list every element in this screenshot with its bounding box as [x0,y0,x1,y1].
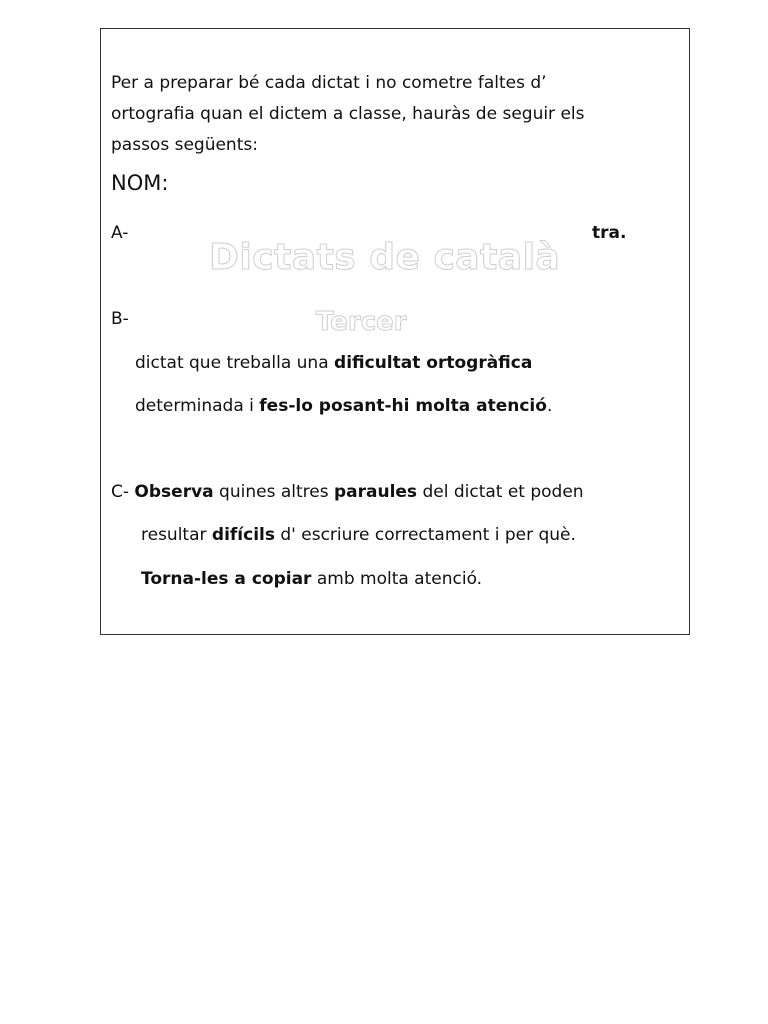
step-c-text: quines altres [213,482,334,502]
step-c-text: resultar [141,525,212,545]
intro-line-3: passos següents: [111,135,258,155]
step-b-period: . [546,396,553,416]
instructions-card [100,28,690,635]
step-b-emphasis: dificultat ortogràfica [334,353,533,373]
step-c-label: C- [111,482,130,502]
step-b-text: dictat que treballa una [135,353,335,373]
step-c-text: del dictat et poden [417,482,584,502]
step-c-line-1 [111,482,584,502]
intro-line-2: ortografia quan el dictem a classe, hauràs de seguir els [111,104,585,124]
step-c-emphasis: Torna-les a copiar [141,569,312,589]
step-c-line-2 [141,525,576,545]
step-b-label: B- [111,309,129,329]
step-b-text: determinada i [135,396,260,416]
step-c-line-3 [141,569,482,589]
overlay-title: Dictats de català [209,237,561,278]
step-c-emphasis: paraules [333,482,418,502]
step-c-text: amb molta atenció. [311,569,483,589]
overlay-subtitle: Tercer [316,307,407,337]
step-c-emphasis: Observa [134,482,214,502]
step-c-text: d' escriure correctament i per què. [274,525,576,545]
intro-line-1: Per a preparar bé cada dictat i no cometre faltes d’ [111,73,547,93]
step-b-emphasis: fes-lo posant-hi molta atenció [259,396,547,416]
step-b-line-2 [135,396,552,416]
step-c-emphasis: difícils [211,525,275,545]
nom-label: NOM: [111,171,169,195]
step-a-label: A- [111,223,129,243]
step-a-tail: tra. [592,223,627,243]
step-b-line-1 [135,353,532,373]
